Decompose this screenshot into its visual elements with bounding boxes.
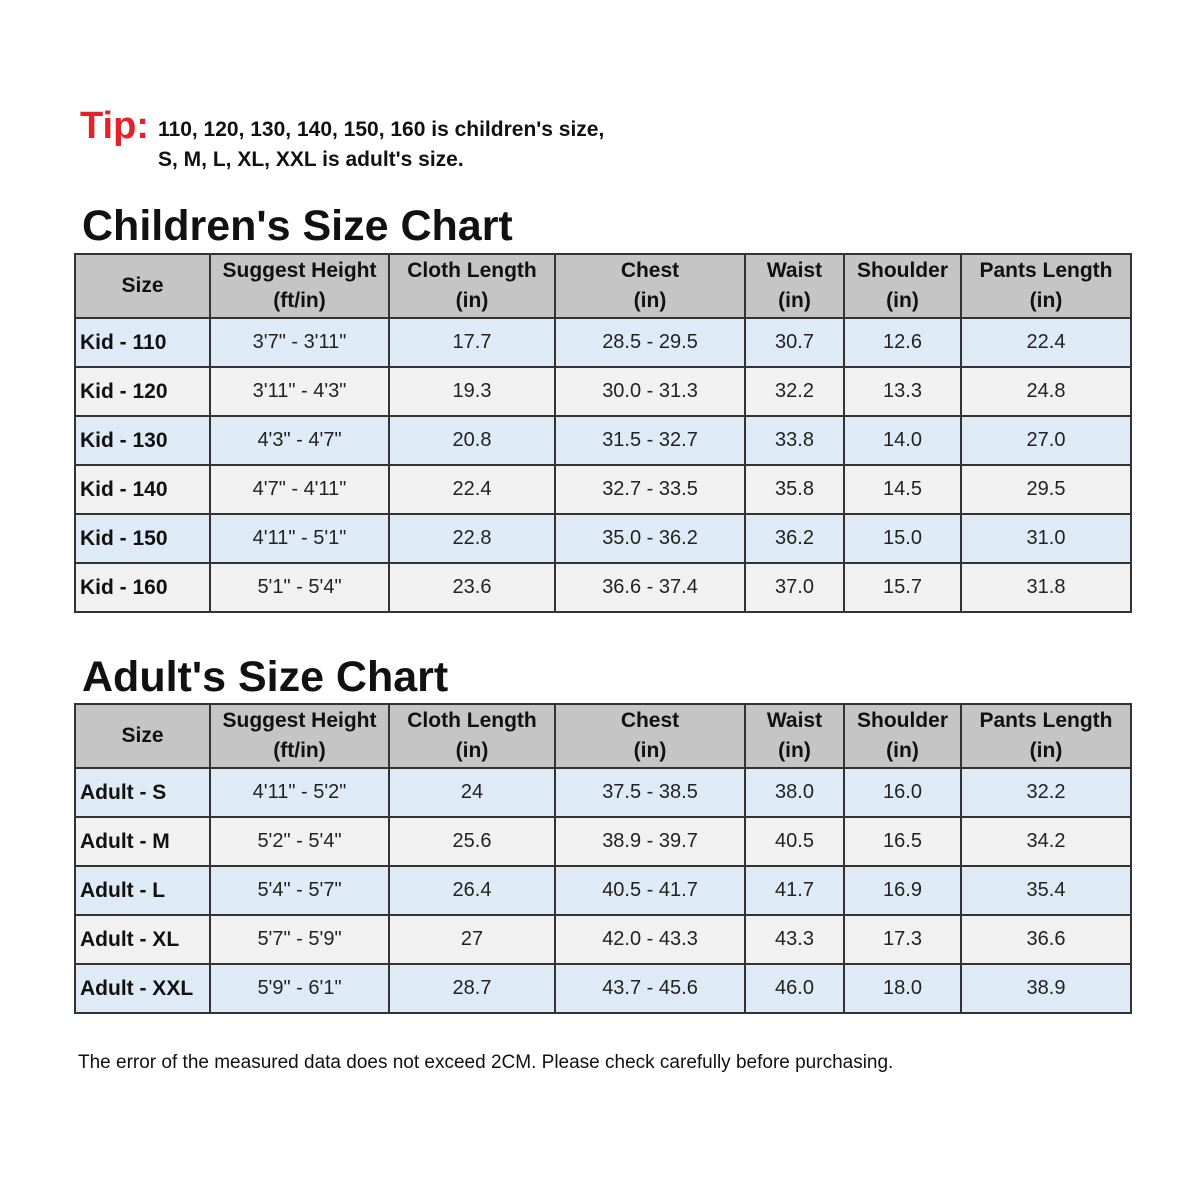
column-header-label: Cloth Length <box>407 709 537 732</box>
table-cell: 5'7" - 5'9" <box>210 915 389 964</box>
column-header <box>745 254 844 318</box>
table-cell: 38.9 <box>961 964 1131 1013</box>
table-cell: 31.5 - 32.7 <box>555 416 745 465</box>
column-header-label: Pants Length <box>979 259 1113 282</box>
table-cell: 41.7 <box>745 866 844 915</box>
table-cell: 29.5 <box>961 465 1131 514</box>
size-label-cell: Kid - 140 <box>75 465 210 514</box>
column-header-unit: (in) <box>455 289 489 312</box>
table-cell: 5'9" - 6'1" <box>210 964 389 1013</box>
column-header-label: Waist <box>766 709 823 732</box>
table-row <box>75 964 1131 1013</box>
column-header-unit: (in) <box>778 739 811 762</box>
table-cell: 5'4" - 5'7" <box>210 866 389 915</box>
table-cell: 4'3" - 4'7" <box>210 416 389 465</box>
table-cell: 15.0 <box>844 514 961 563</box>
tip-line-adults: S, M, L, XL, XXL is adult's size. <box>158 148 464 171</box>
size-label-cell: Kid - 130 <box>75 416 210 465</box>
table-cell: 40.5 - 41.7 <box>555 866 745 915</box>
table-row <box>75 318 1131 367</box>
children-chart-title: Children's Size Chart <box>82 202 513 250</box>
table-cell: 38.9 - 39.7 <box>555 817 745 866</box>
table-cell: 5'1" - 5'4" <box>210 563 389 612</box>
column-header-unit: (ft/in) <box>273 739 326 762</box>
table-cell: 36.6 <box>961 915 1131 964</box>
column-header <box>961 704 1131 768</box>
table-row <box>75 915 1131 964</box>
table-cell: 24 <box>389 768 555 817</box>
table-cell: 16.5 <box>844 817 961 866</box>
table-row <box>75 817 1131 866</box>
column-header-label: Suggest Height <box>222 709 377 732</box>
table-cell: 22.4 <box>961 318 1131 367</box>
column-header <box>389 254 555 318</box>
column-header-label: Chest <box>620 709 680 732</box>
size-label-cell: Kid - 120 <box>75 367 210 416</box>
column-header-unit: (in) <box>886 739 919 762</box>
size-label-cell: Adult - L <box>75 866 210 915</box>
table-cell: 32.2 <box>745 367 844 416</box>
column-header-unit: (in) <box>455 739 489 762</box>
table-row <box>75 514 1131 563</box>
column-header-label: Shoulder <box>856 259 948 282</box>
table-cell: 37.0 <box>745 563 844 612</box>
column-header-unit: (in) <box>886 289 919 312</box>
table-cell: 12.6 <box>844 318 961 367</box>
table-cell: 36.6 - 37.4 <box>555 563 745 612</box>
table-header-row <box>75 254 1131 318</box>
table-cell: 15.7 <box>844 563 961 612</box>
table-row <box>75 367 1131 416</box>
table-cell: 5'2" - 5'4" <box>210 817 389 866</box>
column-header-label: Size <box>121 724 164 747</box>
table-cell: 32.2 <box>961 768 1131 817</box>
column-header-unit: (in) <box>1029 289 1063 312</box>
table-cell: 14.5 <box>844 465 961 514</box>
table-cell: 35.4 <box>961 866 1131 915</box>
column-header-unit: (in) <box>778 289 811 312</box>
column-header <box>555 704 745 768</box>
column-header <box>389 704 555 768</box>
column-header-label: Suggest Height <box>222 259 377 282</box>
table-row <box>75 866 1131 915</box>
table-cell: 31.8 <box>961 563 1131 612</box>
table-cell: 33.8 <box>745 416 844 465</box>
children-size-table <box>74 253 1132 613</box>
table-cell: 42.0 - 43.3 <box>555 915 745 964</box>
column-header-label: Cloth Length <box>407 259 537 282</box>
column-header-unit: (in) <box>633 289 667 312</box>
table-cell: 35.8 <box>745 465 844 514</box>
table-cell: 20.8 <box>389 416 555 465</box>
size-label-cell: Adult - M <box>75 817 210 866</box>
column-header-unit: (in) <box>1029 739 1063 762</box>
table-cell: 13.3 <box>844 367 961 416</box>
adult-size-table <box>74 703 1132 1014</box>
table-cell: 24.8 <box>961 367 1131 416</box>
table-cell: 40.5 <box>745 817 844 866</box>
size-label-cell: Kid - 150 <box>75 514 210 563</box>
table-cell: 4'7" - 4'11" <box>210 465 389 514</box>
adult-chart-title: Adult's Size Chart <box>82 653 449 701</box>
table-cell: 38.0 <box>745 768 844 817</box>
column-header <box>844 704 961 768</box>
column-header <box>210 704 389 768</box>
table-cell: 27 <box>389 915 555 964</box>
column-header-unit: (in) <box>633 739 667 762</box>
table-cell: 22.8 <box>389 514 555 563</box>
column-header-label: Chest <box>620 259 680 282</box>
size-label-cell: Kid - 160 <box>75 563 210 612</box>
table-cell: 32.7 - 33.5 <box>555 465 745 514</box>
table-row <box>75 563 1131 612</box>
table-cell: 46.0 <box>745 964 844 1013</box>
size-label-cell: Adult - XL <box>75 915 210 964</box>
table-cell: 30.7 <box>745 318 844 367</box>
size-label-cell: Adult - S <box>75 768 210 817</box>
table-cell: 23.6 <box>389 563 555 612</box>
size-label-cell: Adult - XXL <box>75 964 210 1013</box>
table-cell: 18.0 <box>844 964 961 1013</box>
table-cell: 37.5 - 38.5 <box>555 768 745 817</box>
table-cell: 34.2 <box>961 817 1131 866</box>
table-cell: 14.0 <box>844 416 961 465</box>
table-cell: 25.6 <box>389 817 555 866</box>
table-cell: 30.0 - 31.3 <box>555 367 745 416</box>
column-header <box>75 704 210 768</box>
table-cell: 43.3 <box>745 915 844 964</box>
column-header <box>844 254 961 318</box>
measurement-disclaimer: The error of the measured data does not exceed 2CM. Please check carefully before purchasing. <box>78 1052 894 1073</box>
column-header-label: Size <box>121 274 164 297</box>
table-cell: 19.3 <box>389 367 555 416</box>
table-cell: 28.7 <box>389 964 555 1013</box>
table-header-row <box>75 704 1131 768</box>
table-cell: 16.0 <box>844 768 961 817</box>
column-header-label: Waist <box>766 259 823 282</box>
table-cell: 22.4 <box>389 465 555 514</box>
table-row <box>75 768 1131 817</box>
table-cell: 35.0 - 36.2 <box>555 514 745 563</box>
table-cell: 17.7 <box>389 318 555 367</box>
column-header-label: Pants Length <box>979 709 1113 732</box>
table-cell: 28.5 - 29.5 <box>555 318 745 367</box>
size-label-cell: Kid - 110 <box>75 318 210 367</box>
table-cell: 3'7" - 3'11" <box>210 318 389 367</box>
table-cell: 43.7 - 45.6 <box>555 964 745 1013</box>
table-cell: 36.2 <box>745 514 844 563</box>
table-cell: 4'11" - 5'1" <box>210 514 389 563</box>
column-header-unit: (ft/in) <box>273 289 326 312</box>
table-cell: 3'11" - 4'3" <box>210 367 389 416</box>
column-header <box>555 254 745 318</box>
column-header <box>961 254 1131 318</box>
table-cell: 17.3 <box>844 915 961 964</box>
table-cell: 31.0 <box>961 514 1131 563</box>
tip-label: Tip: <box>80 105 149 147</box>
table-cell: 16.9 <box>844 866 961 915</box>
table-row <box>75 416 1131 465</box>
table-cell: 26.4 <box>389 866 555 915</box>
tip-line-children: 110, 120, 130, 140, 150, 160 is children's size, <box>158 118 605 141</box>
column-header <box>75 254 210 318</box>
column-header <box>210 254 389 318</box>
column-header <box>745 704 844 768</box>
table-cell: 27.0 <box>961 416 1131 465</box>
table-cell: 4'11" - 5'2" <box>210 768 389 817</box>
table-row <box>75 465 1131 514</box>
column-header-label: Shoulder <box>856 709 948 732</box>
